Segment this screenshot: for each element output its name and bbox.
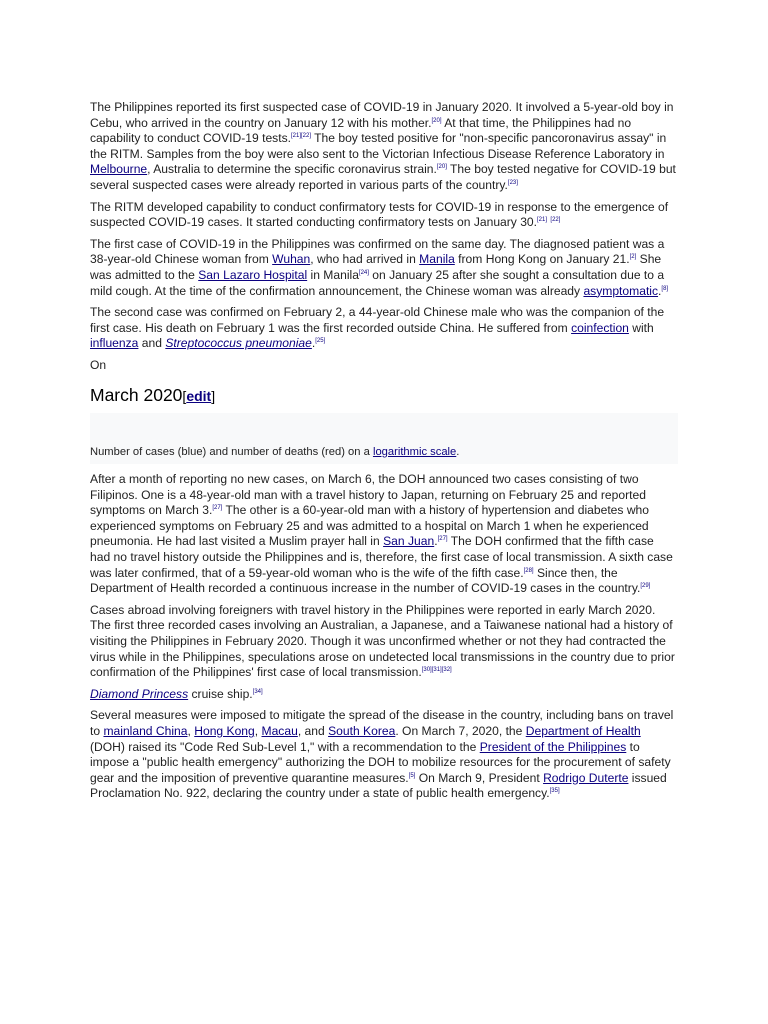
paragraph-first-confirmed-case: [90, 237, 676, 299]
paragraph-march-cases: [90, 472, 676, 597]
bracket: ]: [211, 387, 216, 404]
text: Number of cases (blue) and number of deaths (red) on a: [90, 445, 373, 458]
text: Cases abroad involving foreigners with travel history in the Philippines were reported in early March 2020. The first three recorded cases involving an Australian, a Japanese, and a Taiwanese national had a history of visiting the Philippines in February 2020. Though it was unconfirmed whether or not they had contracted the virus while in the Philippines, speculations arose on undetected local transmissions in the country due to prior confirmation of the Philippines' first case of local transmission.: [90, 602, 675, 680]
text: , Australia to determine the specific coronavirus strain.: [147, 162, 437, 177]
citation[interactable]: [28]: [523, 567, 534, 574]
paragraph-diamond-princess: [90, 687, 676, 703]
text: Several measures were imposed to mitigate the spread of the disease in the country, including bans on travel to: [90, 708, 674, 738]
citation[interactable]: [27]: [212, 505, 223, 512]
text: After a month of reporting no new cases, on March 6, the DOH announced two cases consisting of two Filipinos. One is a 48-year-old man with a travel history to Japan, returning on February 25 and reported symptoms on March 3.: [90, 472, 646, 518]
paragraph-on: On: [90, 357, 107, 372]
section-heading-march-2020: [90, 384, 676, 407]
text: .: [658, 283, 662, 298]
link-san-lazaro-hospital[interactable]: San Lazaro Hospital: [198, 267, 308, 282]
paragraph-measures: [90, 708, 676, 802]
text: The RITM developed capability to conduct confirmatory tests for COVID-19 in response to the emergence of suspected COVID-19 cases. It started conducting confirmatory tests on January 30.: [90, 199, 669, 230]
text: The Philippines reported its first suspected case of COVID-19 in January 2020. It involved a 5-year-old boy in Cebu, who arrived in the country on January 12 with his mother.: [90, 100, 674, 130]
link-logarithmic-scale[interactable]: logarithmic scale: [372, 445, 457, 458]
text: issued Proclamation No. 922, declaring the country under a state of public health emergency.: [90, 770, 667, 801]
link-department-of-health[interactable]: Department of Health: [525, 724, 641, 738]
text: ,: [254, 724, 262, 738]
link-streptococcus-pneumoniae[interactable]: Streptococcus pneumoniae: [165, 336, 312, 351]
text: to impose a "public health emergency" authorizing the DOH to mobilize resources for the procurement of safety gear and the imposition of preventive quarantine measures.: [90, 739, 671, 785]
paragraph-second-case: [90, 305, 676, 352]
citation[interactable]: [35]: [549, 788, 560, 795]
paragraph-ritm-capability: [90, 200, 676, 231]
text: On March 9, President: [415, 770, 544, 785]
text: in Manila: [307, 267, 359, 282]
link-rodrigo-duterte[interactable]: Rodrigo Duterte: [543, 770, 629, 785]
link-president-of-the-philippines[interactable]: President of the Philippines: [479, 739, 627, 754]
link-macau[interactable]: Macau: [261, 724, 298, 738]
text: ,: [187, 724, 195, 738]
figure-caption: [90, 441, 678, 465]
citation[interactable]: [21]: [537, 217, 548, 224]
text: The second case was confirmed on February 2, a 44-year-old Chinese male who was the companion of the first case. His death on February 1 was the first recorded outside China. He suffered from: [90, 305, 665, 335]
citation[interactable]: [22]: [550, 217, 561, 224]
link-san-juan[interactable]: San Juan: [383, 534, 435, 549]
text: .: [456, 445, 460, 458]
paragraph-first-suspected-case: [90, 100, 676, 194]
link-diamond-princess[interactable]: Diamond Princess: [90, 686, 189, 701]
text: The first case of COVID-19 in the Philippines was confirmed on the same day. The diagnosed patient was a 38-year-old Chinese woman from: [90, 236, 665, 267]
text: At that time, the Philippines had no capability to conduct COVID-19 tests.: [90, 115, 632, 146]
text: from Hong Kong on January 21.: [454, 252, 630, 267]
citation[interactable]: [2]: [629, 254, 637, 261]
citation[interactable]: [24]: [358, 269, 369, 276]
text: The boy tested negative for COVID-19 but several suspected cases were already reported in various parts of the country.: [90, 162, 676, 192]
citation[interactable]: [25]: [315, 338, 326, 345]
citation[interactable]: [27]: [437, 536, 448, 543]
citation[interactable]: [8]: [661, 285, 669, 292]
citation[interactable]: [20]: [436, 164, 447, 171]
citation[interactable]: [20]: [431, 117, 442, 124]
citation[interactable]: [21][22]: [290, 133, 311, 140]
bracket: [: [182, 387, 187, 404]
link-manila[interactable]: Manila: [419, 252, 455, 267]
text: The boy tested positive for "non-specific pancoronavirus assay" in the RITM. Samples from the boy were also sent to the Victorian Infectious Disease Reference Laboratory in: [90, 131, 667, 161]
caption-text: [90, 445, 678, 461]
citation[interactable]: [23]: [507, 179, 518, 186]
link-south-korea[interactable]: South Korea: [328, 724, 396, 738]
link-hong-kong[interactable]: Hong Kong: [194, 724, 255, 738]
text: The DOH confirmed that the fifth case had no travel history outside the Philippines and is, therefore, the first case of local transmission. A sixth case was later confirmed, that of a 59-year-old woman who is the wife of the fifth case.: [90, 534, 673, 580]
citation[interactable]: [5]: [408, 772, 416, 779]
text: on January 25 after she sought a consultation due to a mild cough. At the time of the confirmation announcement, the Chinese woman was already: [90, 267, 665, 298]
citation[interactable]: [30][31][32]: [421, 667, 452, 674]
text: with: [628, 320, 654, 335]
citation[interactable]: [29]: [640, 583, 651, 590]
text: .: [311, 336, 316, 351]
link-influenza[interactable]: influenza: [90, 336, 139, 351]
text: cruise ship.: [188, 686, 253, 701]
link-wuhan[interactable]: Wuhan: [272, 252, 311, 267]
text: . On March 7, 2020, the: [395, 724, 526, 738]
link-asymptomatic[interactable]: asymptomatic: [583, 283, 659, 298]
text: She was admitted to the: [90, 252, 662, 282]
text: .: [434, 534, 438, 549]
text: The other is a 60-year-old man with a history of hypertension and diabetes who experienced symptoms on February 25 and was admitted to a hospital on March 1 when he experienced pneumonia. He had last visited a Muslim prayer hall in: [90, 503, 650, 549]
text: and: [138, 336, 166, 351]
link-mainland-china[interactable]: mainland China: [103, 724, 188, 738]
citation[interactable]: [34]: [252, 688, 263, 695]
text: , who had arrived in: [310, 252, 420, 267]
link-coinfection[interactable]: coinfection: [571, 320, 629, 335]
text: , and: [297, 724, 329, 738]
heading-title: March 2020: [90, 384, 183, 405]
text: (DOH) raised its "Code Red Sub-Level 1," with a recommendation to the: [90, 739, 480, 754]
edit-link[interactable]: edit: [186, 387, 212, 404]
article-body: [90, 100, 676, 808]
edit-section: [182, 388, 215, 404]
chart-figure-placeholder: [90, 413, 678, 441]
paragraph-cases-abroad: [90, 603, 676, 681]
link-melbourne[interactable]: Melbourne: [90, 162, 148, 177]
text: Since then, the Department of Health recorded a continuous increase in the number of COVID-19 cases in the country.: [90, 565, 641, 596]
